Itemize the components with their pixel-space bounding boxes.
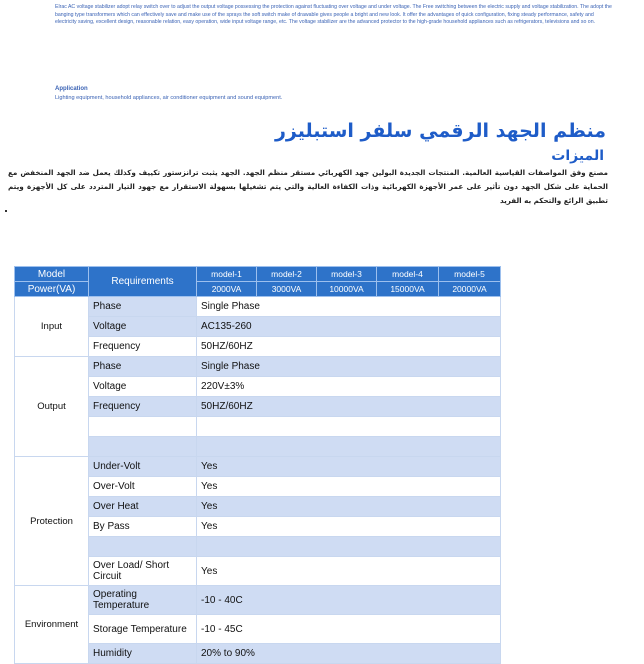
header-model-1: model-1 xyxy=(197,267,257,282)
intro-paragraph: Elrac AC voltage stabilizer adopt relay switch over to adjust the output voltage possessing the protection against fluctuating over voltage and under voltage. The Free switching between the electric supply and voltage stabilization. The adopt the banging type transformers which can effectively save and make use of the sprays the soft switch make of drawable gives people a bright and new look. It offer the advantages of quick configuration, fixing steady performance, safety and electricity saving, excellent design, reasonable relation, easy operation, wide input voltage range, etc. The voltage stabilizer are the advanced protector to the high-grade household appliances such as refrigerators, televisions and so on. xyxy=(55,4,612,26)
row-value: Yes xyxy=(197,517,501,537)
row-value: Single Phase xyxy=(197,297,501,317)
header-model-5: model-5 xyxy=(439,267,501,282)
table-row xyxy=(15,457,501,477)
row-value-empty xyxy=(197,437,501,457)
row-label: Under-Volt xyxy=(89,457,197,477)
row-value: 20% to 90% xyxy=(197,644,501,664)
row-label-empty xyxy=(89,437,197,457)
header-power-4: 15000VA xyxy=(377,282,439,297)
row-value: Yes xyxy=(197,557,501,586)
row-value: Single Phase xyxy=(197,357,501,377)
arabic-title: منظم الجهد الرقمي سلفر استبليزر xyxy=(274,120,606,142)
row-label: Phase xyxy=(89,297,197,317)
table-header-row xyxy=(15,267,501,282)
header-model-4: model-4 xyxy=(377,267,439,282)
spec-table xyxy=(14,266,501,664)
row-label: Humidity xyxy=(89,644,197,664)
group-output: Output xyxy=(15,357,89,457)
row-label-empty xyxy=(89,417,197,437)
group-protection: Protection xyxy=(15,457,89,586)
group-input: Input xyxy=(15,297,89,357)
row-label: Operating Temperature xyxy=(89,586,197,615)
header-model-2: model-2 xyxy=(257,267,317,282)
application-heading: Application xyxy=(55,86,88,92)
table-header-power-row xyxy=(15,282,501,297)
row-label: Over Load/ Short Circuit xyxy=(89,557,197,586)
row-value: Yes xyxy=(197,477,501,497)
row-label: Frequency xyxy=(89,397,197,417)
row-value: 220V±3% xyxy=(197,377,501,397)
table-row xyxy=(15,586,501,615)
row-value: -10 - 45C xyxy=(197,615,501,644)
group-environment: Environment xyxy=(15,586,89,664)
row-label: By Pass xyxy=(89,517,197,537)
row-value: AC135-260 xyxy=(197,317,501,337)
row-value-empty xyxy=(197,417,501,437)
header-model: Model xyxy=(15,267,89,282)
row-label: Phase xyxy=(89,357,197,377)
row-label-empty xyxy=(89,537,197,557)
row-label: Voltage xyxy=(89,377,197,397)
row-value: 50HZ/60HZ xyxy=(197,337,501,357)
bullet-dot xyxy=(5,210,7,212)
arabic-features-heading: الميزات xyxy=(551,148,604,164)
row-label: Over-Volt xyxy=(89,477,197,497)
row-label: Frequency xyxy=(89,337,197,357)
row-label: Over Heat xyxy=(89,497,197,517)
row-value: 50HZ/60HZ xyxy=(197,397,501,417)
header-power: Power(VA) xyxy=(15,282,89,297)
header-power-1: 2000VA xyxy=(197,282,257,297)
header-power-3: 10000VA xyxy=(317,282,377,297)
header-requirements: Requirements xyxy=(89,267,197,297)
row-label: Storage Temperature xyxy=(89,615,197,644)
header-power-2: 3000VA xyxy=(257,282,317,297)
header-model-3: model-3 xyxy=(317,267,377,282)
row-value: -10 - 40C xyxy=(197,586,501,615)
table-row xyxy=(15,297,501,317)
row-value: Yes xyxy=(197,457,501,477)
table-row xyxy=(15,357,501,377)
header-power-5: 20000VA xyxy=(439,282,501,297)
arabic-features-text: مصنع وفق المواصفات القياسية العالمية. المنتجات الجديدة البولين جهد الكهربائي مستقر منظم الجهد. الجهد يثبت ترانزستور تكييف وكذلك يعمل ضد الجهد المنخفض مع الحماية على شكل الجهد دون تأثير على عمر الأجهزة الكهربائية وذات الكفاءة العالية والتي يتم تشغيلها بسهولة الاستقرار مع جهود التيار المتردد على كل الأجهزة ويتم تطبيق الرائع والتحكم به الفريد xyxy=(8,168,608,205)
row-value: Yes xyxy=(197,497,501,517)
row-value-empty xyxy=(197,537,501,557)
application-text: Lighting equipment, household appliances, air conditioner equipment and sound equipment. xyxy=(55,95,283,101)
row-label: Voltage xyxy=(89,317,197,337)
